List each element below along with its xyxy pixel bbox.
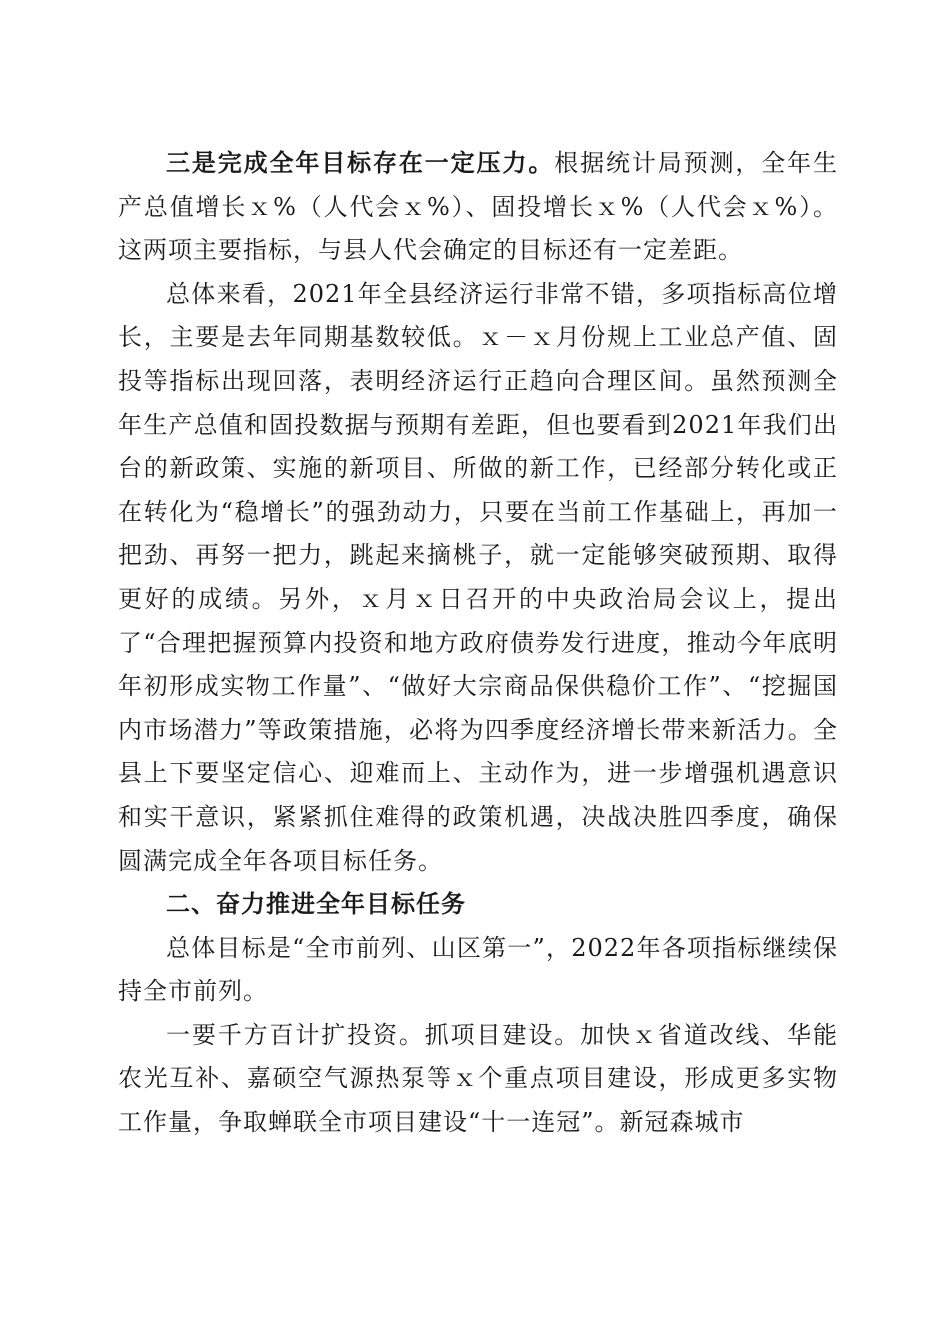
paragraph-lead: 三是完成全年目标存在一定压力。 — [166, 149, 555, 177]
paragraph-overview: 总体来看，2021年全县经济运行非常不错，多项指标高位增长，主要是去年同期基数较低。ｘ－ｘ月份规上工业总产值、固投等指标出现回落，表明经济运行正趋向合理区间。虽然预测全年生产总值和固投数据与预期有差距，但也要看到2021年我们出台的新政策、实施的新项目、所做的新工作，已经部分转化或正在转化为“稳增长”的强劲动力，只要在当前工作基础上，再加一把劲、再努一把力，跳起来摘桃子，就一定能够突破预期、取得更好的成绩。另外，ｘ月ｘ日召开的中央政治局会议上，提出了“合理把握预算内投资和地方政府债券发行进度，推动今年底明年初形成实物工作量”、“做好大宗商品保供稳价工作”、“挖掘国内市场潜力”等政策措施，必将为四季度经济增长带来新活力。全县上下要坚定信心、迎难而上、主动作为，进一步增强机遇意识和实干意识，紧紧抓住难得的政策机遇，决战决胜四季度，确保圆满完成全年各项目标任务。 — [118, 279, 838, 875]
paragraph-overall-goal: 总体目标是“全市前列、山区第一”，2022年各项指标继续保持全市前列。 — [118, 933, 838, 1006]
document-body — [118, 142, 838, 1145]
paragraph-pressure — [118, 142, 838, 273]
section-heading: 二、奋力推进全年目标任务 — [166, 890, 466, 919]
paragraph-text: 根据统计局预测，全年生产总值增长ｘ%（人代会ｘ%）、固投增长ｘ%（人代会ｘ%）。这两项主要指标，与县人代会确定的目标还有一定差距。 — [118, 149, 839, 265]
paragraph-investment: 一要千方百计扩投资。抓项目建设。加快ｘ省道改线、华能农光互补、嘉硕空气源热泵等ｘ个重点项目建设，形成更多实物工作量，争取蝉联全市项目建设“十一连冠”。新冠森城市 — [118, 1020, 838, 1137]
